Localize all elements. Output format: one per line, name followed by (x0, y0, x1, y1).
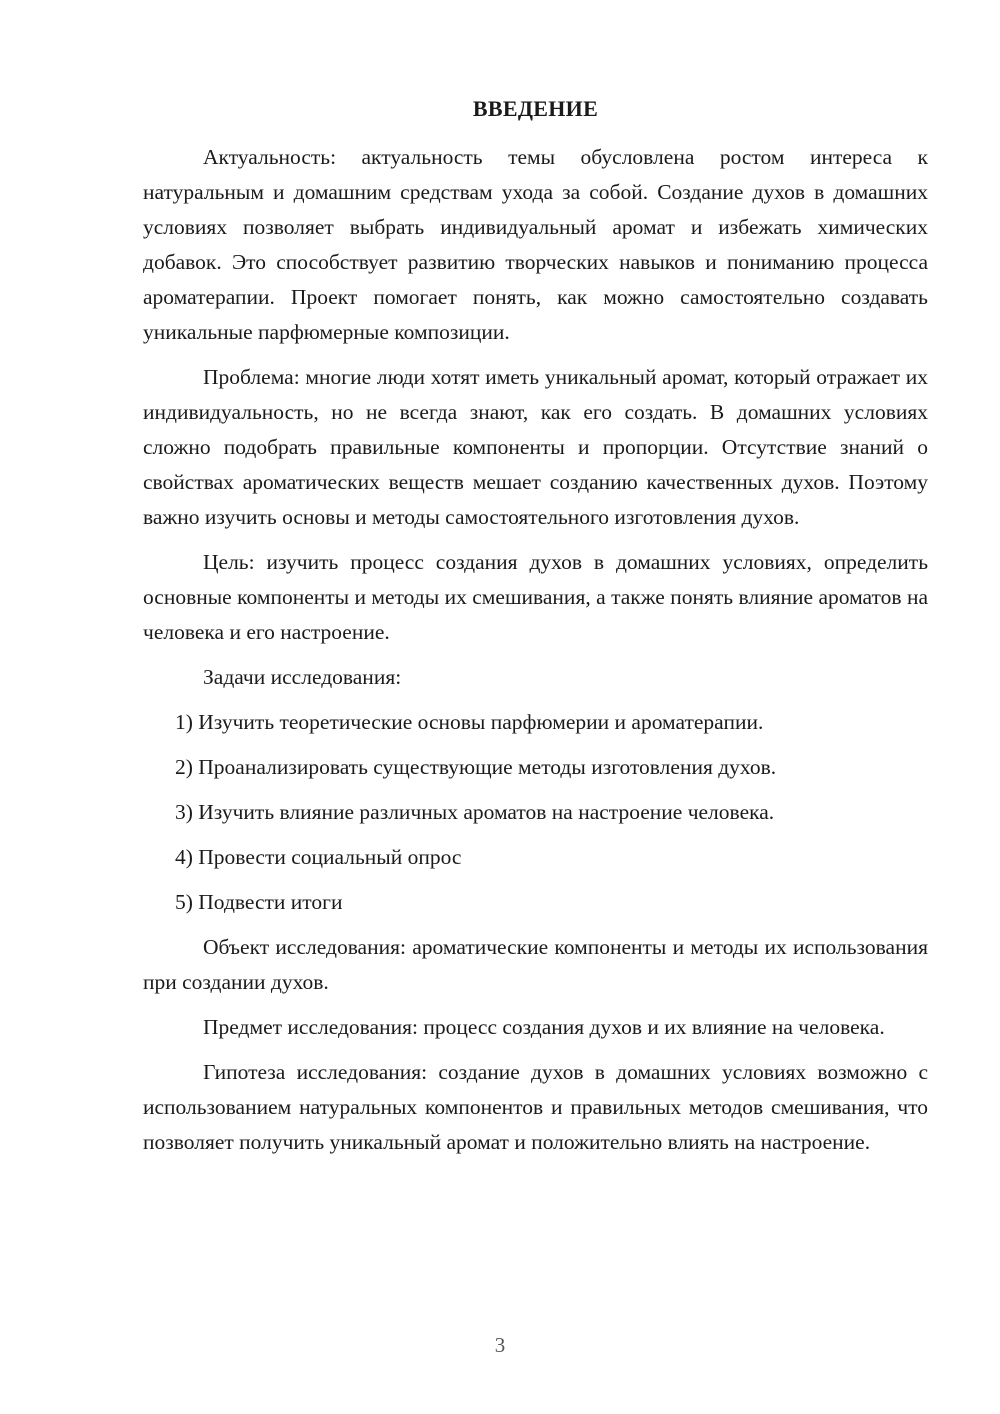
task-item: 1) Изучить теоретические основы парфюмерии и ароматерапии. (175, 710, 764, 734)
paragraph-object: Объект исследования: ароматические компоненты и методы их использования при создании духов. (143, 935, 928, 994)
tasks-heading: Задачи исследования: (203, 665, 402, 689)
page-title: ВВЕДЕНИЕ (472, 96, 599, 121)
task-item: 5) Подвести итоги (175, 890, 343, 914)
paragraph-goal: Цель: изучить процесс создания духов в домашних условиях, определить основные компоненты и методы их смешивания, а также понять влияние ароматов на человека и его настроение. (143, 550, 928, 644)
paragraph-hypothesis: Гипотеза исследования: создание духов в домашних условиях возможно с использованием натуральных компонентов и правильных методов смешивания, что позволяет получить уникальный аромат и положительно влиять на настроение. (143, 1060, 928, 1154)
paragraph-subject: Предмет исследования: процесс создания духов и их влияние на человека. (203, 1015, 885, 1039)
tasks-list (143, 705, 928, 920)
page-number: 3 (494, 1333, 506, 1357)
task-item: 3) Изучить влияние различных ароматов на настроение человека. (175, 800, 775, 824)
paragraph-relevance: Актуальность: актуальность темы обусловлена ростом интереса к натуральным и домашним средствам ухода за собой. Создание духов в домашних условиях позволяет выбрать индивидуальный аромат и избежать химических добавок. Это способствует развитию творческих навыков и пониманию процесса ароматерапии. Проект помогает понять, как можно самостоятельно создавать уникальные парфюмерные композиции. (143, 145, 928, 344)
task-item: 2) Проанализировать существующие методы изготовления духов. (175, 755, 777, 779)
document-page (143, 92, 928, 1170)
paragraph-problem: Проблема: многие люди хотят иметь уникальный аромат, который отражает их индивидуальность, но не всегда знают, как его создать. В домашних условиях сложно подобрать правильные компоненты и пропорции. Отсутствие знаний о свойствах ароматических веществ мешает созданию качественных духов. Поэтому важно изучить основы и методы самостоятельного изготовления духов. (143, 365, 928, 529)
task-item: 4) Провести социальный опрос (175, 845, 462, 869)
